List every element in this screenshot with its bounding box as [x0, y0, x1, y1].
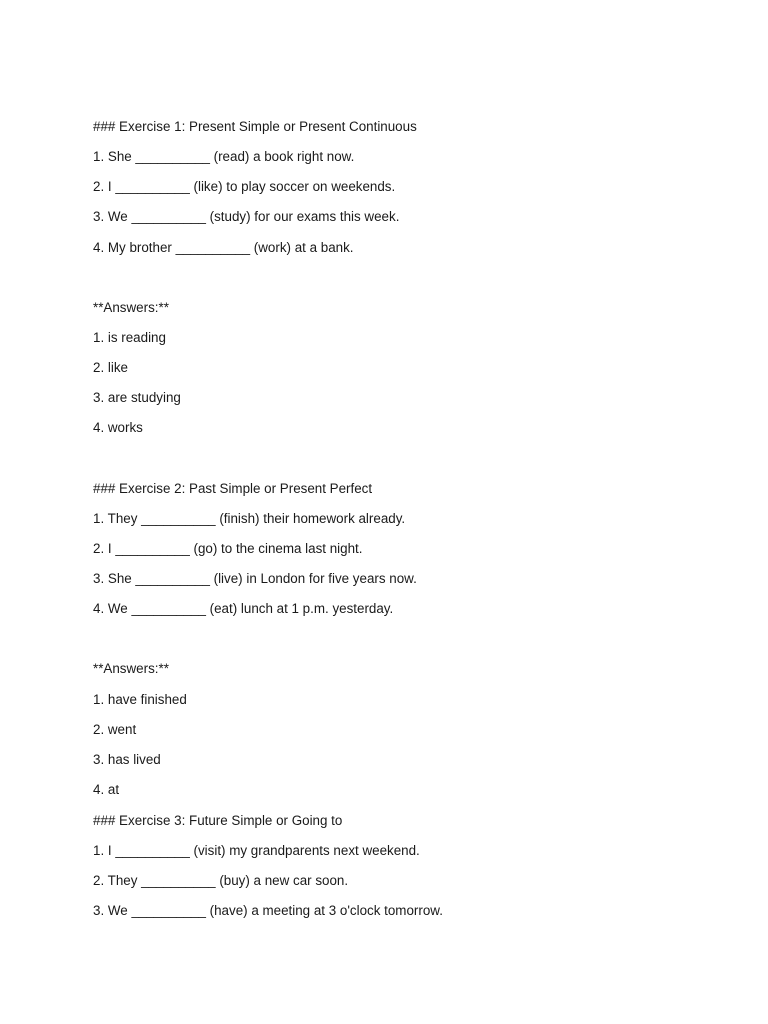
exercise-2-heading: ### Exercise 2: Past Simple or Present Perfect — [93, 481, 373, 496]
exercise-2-question-1: 1. They __________ (finish) their homework already. — [93, 511, 406, 526]
exercise-3-question-2: 2. They __________ (buy) a new car soon. — [93, 873, 349, 888]
exercise-1-question-2: 2. I __________ (like) to play soccer on weekends. — [93, 179, 396, 194]
exercise-3-heading: ### Exercise 3: Future Simple or Going to — [93, 813, 343, 828]
exercise-1-question-4: 4. My brother __________ (work) at a bank. — [93, 240, 354, 255]
exercise-1-answer-1: 1. is reading — [93, 330, 166, 345]
exercise-2-answers-heading: **Answers:** — [93, 661, 169, 676]
exercise-3-question-1: 1. I __________ (visit) my grandparents next weekend. — [93, 843, 420, 858]
exercise-2-answer-4: 4. at — [93, 782, 120, 797]
exercise-2-question-4: 4. We __________ (eat) lunch at 1 p.m. yesterday. — [93, 601, 394, 616]
exercise-2-question-2: 2. I __________ (go) to the cinema last night. — [93, 541, 363, 556]
exercise-1-question-3: 3. We __________ (study) for our exams this week. — [93, 209, 400, 224]
exercise-1-heading: ### Exercise 1: Present Simple or Present Continuous — [93, 119, 417, 134]
exercise-1-answer-3: 3. are studying — [93, 390, 181, 405]
exercise-1-answers-heading: **Answers:** — [93, 300, 169, 315]
exercise-1-answer-2: 2. like — [93, 360, 128, 375]
exercise-2-answer-3: 3. has lived — [93, 752, 161, 767]
exercise-2-answer-1: 1. have finished — [93, 692, 187, 707]
exercise-1-question-1: 1. She __________ (read) a book right now. — [93, 149, 355, 164]
exercise-2-answer-2: 2. went — [93, 722, 137, 737]
exercise-2-question-3: 3. She __________ (live) in London for five years now. — [93, 571, 417, 586]
exercise-1-answer-4: 4. works — [93, 420, 143, 435]
exercise-3-question-3: 3. We __________ (have) a meeting at 3 o'clock tomorrow. — [93, 903, 443, 918]
